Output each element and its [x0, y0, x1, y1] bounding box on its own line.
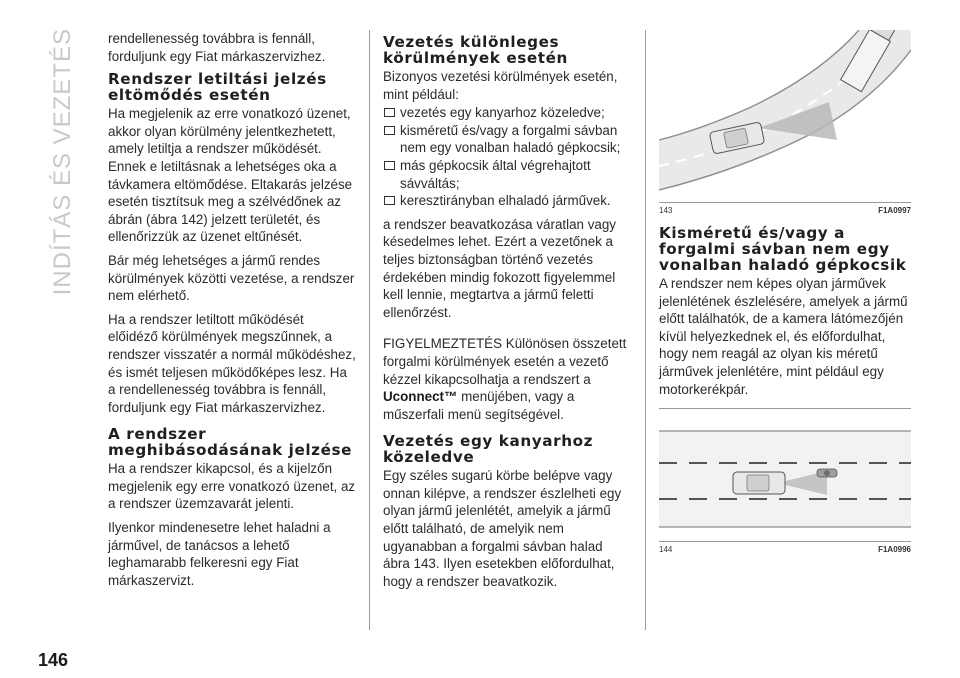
paragraph: rendellenesség továbbra is fennáll, forduljunk egy Fiat márkaszervizhez.: [108, 31, 326, 64]
section-title: INDÍTÁS ÉS VEZETÉS: [49, 28, 76, 296]
figure-number: 144: [659, 545, 673, 555]
heading-small-vehicles: Kisméretű és/vagy a forgalmi sávban nem egy vonalban haladó gépkocsik: [659, 224, 907, 274]
figure-code: F1A0997: [878, 206, 911, 215]
paragraph: Bár még lehetséges a jármű rendes körülmények közötti vezetése, a rendszer nem elérhető.: [108, 252, 355, 304]
uconnect-label: Uconnect™: [383, 389, 458, 405]
column-2: [383, 30, 631, 596]
figure-code: F1A0996: [878, 545, 911, 555]
list-item: keresztirányban elhaladó járművek.: [383, 192, 631, 210]
checkbox-bullet-icon: [384, 196, 395, 205]
checkbox-bullet-icon: [384, 161, 395, 170]
heading-special: Vezetés különleges körülmények esetén: [383, 33, 568, 67]
warning-paragraph: FIGYELMEZTETÉS Különösen összetett forgalmi körülmények esetén a vezető kézzel kikapcsolhatja a rendszert a Uconnect™ menüjében, vagy a műszerfali menü segítségével.: [383, 336, 627, 422]
list-item: kisméretű és/vagy a forgalmi sávban nem egy vonalban haladó gépkocsik;: [383, 122, 631, 157]
straight-road-illustration: [659, 411, 911, 541]
heading-blocked: Rendszer letiltási jelzés eltömődés esetén: [108, 70, 327, 105]
heading-failure: A rendszer meghibásodásának jelzése: [108, 425, 353, 460]
list-item: vezetés egy kanyarhoz közeledve;: [383, 104, 631, 122]
bullet-list: [383, 104, 631, 210]
heading-curve: Vezetés egy kanyarhoz közeledve: [383, 432, 594, 467]
paragraph: a rendszer beavatkozása váratlan vagy késedelmes lehet. Ezért a vezetőnek a teljes biztonságban történő vezetés érdekében mindig fokozott figyelemmel kell lennie, megtartva a jármű feletti ellenőrzést.: [383, 216, 616, 320]
paragraph: Egy széles sugarú körbe belépve vagy onnan kilépve, a rendszer észlelheti egy olyan jármű jelenlétét, amelyik a jármű előtt található, de amelyik nem ugyanabban a forgalmi sávban halad ábra 143. Ilyen esetekben előfordulhat, hogy a rendszer beavatkozik.: [383, 468, 622, 589]
figure-143: [659, 30, 911, 215]
paragraph: Ha megjelenik az erre vonatkozó üzenet, akkor olyan körülmény jelentkezhetett, amely letiltja a rendszer működését. Ennek e letiltásnak a lehetséges oka a távkamera eltömődése. Eltakarás jelzése esetén tisztítsuk meg a szélvédőnek az ábrán (ábra 142) jelzett területét, és ellenőrizzük az üzenet eltűnését.: [108, 106, 353, 245]
column-divider: [645, 30, 646, 630]
figure-caption: [659, 542, 911, 554]
paragraph: Ha a rendszer letiltott működését előidéző körülmények megszűnnek, a rendszer visszatér a normál működéshez, és ismét teljesen működőképes lesz. Ha a rendellenesség továbbra is fennáll, forduljunk egy Fiat márkaszervizhez.: [108, 311, 356, 415]
curve-road-illustration: [659, 30, 911, 202]
paragraph: A rendszer nem képes olyan járművek jelenlétének észlelésére, amelyek a jármű előtt találhatók, de a kamera látómezőjén kívül helyezkednek el, és előfordulhat, hogy nem reagál az olyan kis méretű járművek jelenlétére, mint például egy motorkerékpár.: [659, 276, 908, 397]
column-3: [659, 30, 911, 560]
figure-caption: [659, 203, 911, 215]
car-icon: [733, 472, 785, 494]
motorcycle-icon: [817, 469, 837, 477]
page-number: 146: [38, 650, 69, 670]
paragraph: Ilyenkor mindenesetre lehet haladni a járművel, de tanácsos a lehető leghamarabb felkeresni egy Fiat márkaszervizt.: [108, 520, 331, 588]
column-divider: [369, 30, 370, 630]
list-item: más gépkocsik által végrehajtott sávváltás;: [383, 157, 631, 192]
checkbox-bullet-icon: [384, 108, 395, 117]
section-side-tab: [38, 28, 88, 296]
column-1: [108, 30, 356, 595]
checkbox-bullet-icon: [384, 126, 395, 135]
paragraph: Ha a rendszer kikapcsol, és a kijelzőn megjelenik egy erre vonatkozó üzenet, az a rendszer üzemzavarát jelenti.: [108, 461, 356, 512]
figure-144: [659, 411, 911, 554]
paragraph: Bizonyos vezetési körülmények esetén, mint például:: [383, 69, 618, 102]
figure-top-rule: [659, 408, 911, 409]
figure-number: 143: [659, 206, 673, 215]
